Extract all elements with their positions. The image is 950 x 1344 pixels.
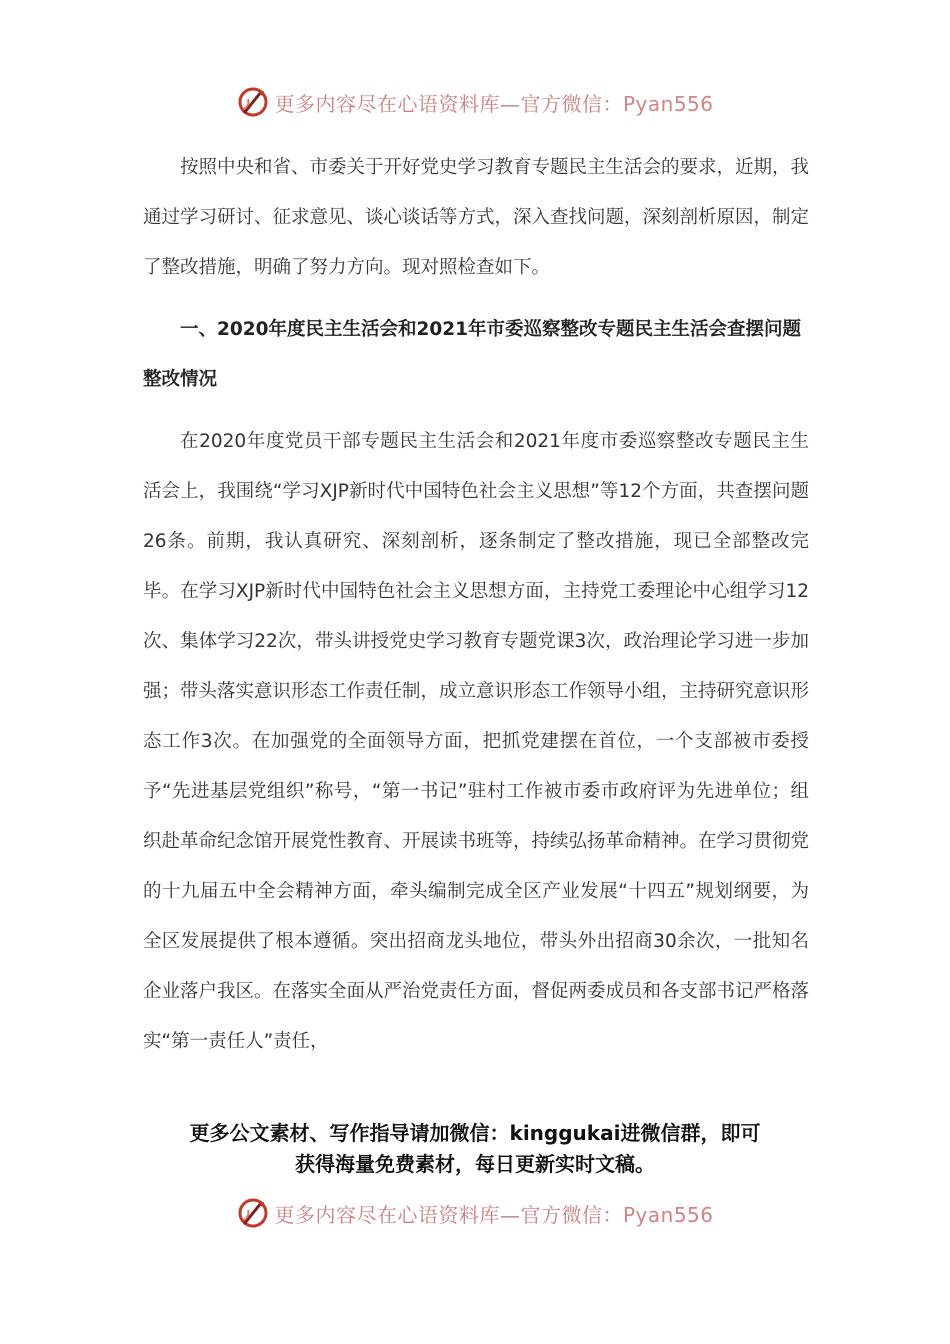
promo-notice [130, 1118, 820, 1180]
header-banner-wechat-id: Pyan556 [622, 91, 714, 116]
promo-line-2: 获得海量免费素材，每日更新实时文稿。 [295, 1152, 655, 1176]
footer-banner-wechat-id: Pyan556 [622, 1202, 714, 1227]
pen-logo-icon [236, 85, 270, 119]
header-banner-text [274, 88, 713, 117]
promo-line-1: 更多公文素材、写作指导请加微信：kinggukai进微信群，即可 [189, 1121, 761, 1145]
footer-banner-text [274, 1199, 713, 1228]
pen-logo-icon [236, 1196, 270, 1230]
footer-banner-separator: — [499, 1202, 521, 1227]
intro-paragraph: 按照中央和省、市委关于开好党史学习教育专题民主生活会的要求，近期，我通过学习研讨、征求意见、谈心谈话等方式，深入查找问题，深刻剖析原因，制定了整改措施，明确了努力方向。现对照检查如下。 [143, 157, 810, 278]
body-paragraph: 在2020年度党员干部专题民主生活会和2021年度市委巡察整改专题民主生活会上，我围绕“学习XJP新时代中国特色社会主义思想”等12个方面，共查摆问题26条。前期，我认真研究、深刻剖析，逐条制定了整改措施，现已全部整改完毕。在学习XJP新时代中国特色社会主义思想方面，主持党工委理论中心组学习12次、集体学习22次，带头讲授党史学习教育专题党课3次，政治理论学习进一步加强；带头落实意识形态工作责任制，成立意识形态工作领导小组，主持研究意识形态工作3次。在加强党的全面领导方面，把抓党建摆在首位，一个支部被市委授予“先进基层党组织”称号，“第一书记”驻村工作被市委市政府评为先进单位；组织赴革命纪念馆开展党性教育、开展读书班等，持续弘扬革命精神。在学习贯彻党的十九届五中全会精神方面，牵头编制完成全区产业发展“十四五”规划纲要，为全区发展提供了根本遵循。突出招商龙头地位，带头外出招商30余次，一批知名企业落户我区。在落实全面从严治党责任方面，督促两委成员和各支部书记严格落实“第一责任人”责任， [143, 431, 810, 1052]
footer-banner [0, 1193, 950, 1233]
header-banner-title: 更多内容尽在心语资料库 [274, 91, 500, 116]
header-banner [0, 82, 950, 122]
header-banner-wechat-label: 官方微信： [520, 91, 623, 116]
footer-banner-title: 更多内容尽在心语资料库 [274, 1202, 500, 1227]
footer-banner-wechat-label: 官方微信： [520, 1202, 623, 1227]
document-body [143, 143, 809, 1067]
header-banner-separator: — [499, 91, 521, 116]
section-heading: 一、2020年度民主生活会和2021年市委巡察整改专题民主生活会查摆问题整改情况 [143, 319, 801, 390]
